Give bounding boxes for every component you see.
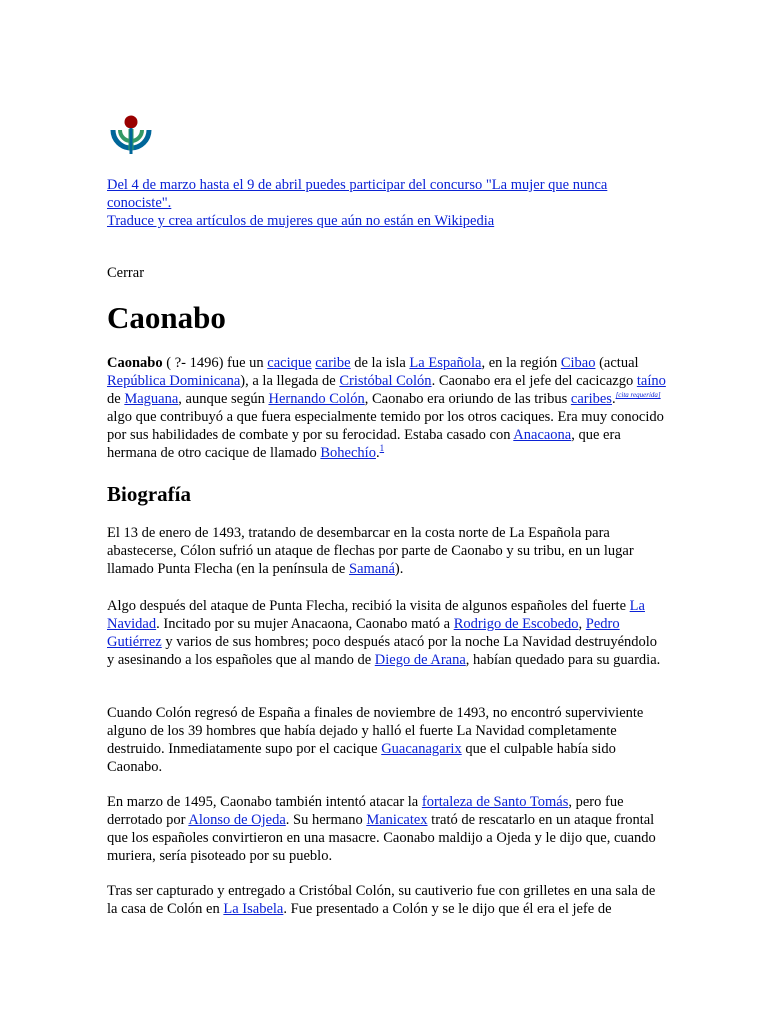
text: , Caonabo era oriundo de las tribus bbox=[364, 391, 571, 407]
link-manicatex[interactable]: Manicatex bbox=[366, 812, 428, 828]
text: de bbox=[107, 391, 125, 407]
link-diego-de-arana[interactable]: Diego de Arana bbox=[374, 652, 466, 668]
text: El 13 de enero de 1493, tratando de desembarcar en la costa norte de La Española para abastecerse, Cólon sufrió un ataque de flechas por parte de Caonabo y su tribu, en un lugar llamado Punta Flecha (en la península de bbox=[107, 525, 634, 577]
link-anacaona[interactable]: Anacaona bbox=[513, 427, 572, 443]
biography-paragraph-5 bbox=[107, 882, 667, 918]
citation-needed-link[interactable]: [cita requerida] bbox=[615, 391, 661, 399]
link-cristobal-colon[interactable]: Cristóbal Colón bbox=[339, 373, 432, 389]
banner-contest-link[interactable]: Del 4 de marzo hasta el 9 de abril puedes participar del concurso "La mujer que nunca conociste". bbox=[107, 177, 608, 211]
text: ). bbox=[394, 561, 404, 577]
link-la-navidad[interactable]: La Navidad bbox=[107, 598, 645, 632]
link-cibao[interactable]: Cibao bbox=[560, 355, 596, 371]
biography-paragraph-1 bbox=[107, 524, 667, 578]
link-la-espanola[interactable]: La Española bbox=[409, 355, 482, 371]
contest-banner bbox=[107, 176, 667, 230]
text: . bbox=[611, 391, 616, 407]
link-alonso-de-ojeda[interactable]: Alonso de Ojeda bbox=[188, 812, 286, 828]
link-guacanagarix[interactable]: Guacanagarix bbox=[381, 741, 462, 757]
wikimedia-logo-icon[interactable] bbox=[107, 108, 155, 156]
text: trató de rescatarlo en un ataque frontal que los españoles convirtieron en una masacre. Caonabo maldijo a Ojeda y le dijo que, cuando muriera, sería pisoteado por su pueblo. bbox=[107, 812, 656, 864]
reference-link[interactable]: 1 bbox=[379, 443, 385, 453]
link-fortaleza-santo-tomas[interactable]: fortaleza de Santo Tomás bbox=[421, 794, 569, 810]
text: algo que contribuyó a que fuera especialmente temido por los otros caciques. Era muy conocido por sus habilidades de combate y por su ferocidad. Estaba casado con bbox=[107, 409, 664, 443]
text: ( ?- 1496) fue un bbox=[162, 355, 268, 371]
text: , bbox=[578, 616, 586, 632]
link-caribe[interactable]: caribe bbox=[315, 355, 351, 371]
reference-marker bbox=[380, 443, 385, 453]
text: Cuando Colón regresó de España a finales de noviembre de 1493, no encontró superviviente alguno de los 39 hombres que había dejado y halló el fuerte La Navidad completamente destruido. Inmediatamente supo por el cacique bbox=[107, 705, 644, 757]
citation-needed bbox=[616, 389, 661, 399]
text: (actual bbox=[595, 355, 639, 371]
text: . Caonabo era el jefe del cacicazgo bbox=[431, 373, 637, 389]
close-banner-button[interactable]: Cerrar bbox=[107, 265, 145, 281]
link-samana[interactable]: Samaná bbox=[349, 561, 395, 577]
text: , que era hermana de otro cacique de llamado bbox=[107, 427, 621, 461]
text: , aunque según bbox=[178, 391, 269, 407]
link-hernando-colon[interactable]: Hernando Colón bbox=[268, 391, 365, 407]
link-caribes[interactable]: caribes bbox=[570, 391, 612, 407]
text: En marzo de 1495, Caonabo también intentó atacar la bbox=[107, 794, 422, 810]
page-title: Caonabo bbox=[107, 300, 226, 335]
link-republica-dominicana[interactable]: República Dominicana bbox=[107, 373, 241, 389]
text: . Su hermano bbox=[285, 812, 367, 828]
link-bohechio[interactable]: Bohechío bbox=[320, 445, 376, 461]
biography-paragraph-3 bbox=[107, 704, 667, 776]
banner-translate-link[interactable]: Traduce y crea artículos de mujeres que aún no están en Wikipedia bbox=[107, 213, 495, 229]
text: , habían quedado para su guardia. bbox=[465, 652, 661, 668]
link-pedro-gutierrez[interactable]: Pedro Gutiérrez bbox=[107, 616, 620, 650]
biography-paragraph-2 bbox=[107, 597, 667, 669]
section-heading-biografia: Biografía bbox=[107, 482, 191, 506]
text: ), a la llegada de bbox=[240, 373, 340, 389]
text: . bbox=[375, 445, 380, 461]
text: . Fue presentado a Colón y se le dijo que él era el jefe de bbox=[283, 901, 612, 917]
text: que el culpable había sido Caonabo. bbox=[107, 741, 616, 775]
link-taino[interactable]: taíno bbox=[636, 373, 666, 389]
text: Algo después del ataque de Punta Flecha, recibió la visita de algunos españoles del fuerte bbox=[107, 598, 630, 614]
link-la-isabela[interactable]: La Isabela bbox=[223, 901, 284, 917]
text: , pero fue derrotado por bbox=[107, 794, 624, 828]
text: . Incitado por su mujer Anacaona, Caonabo mató a bbox=[156, 616, 454, 632]
link-maguana[interactable]: Maguana bbox=[124, 391, 179, 407]
text: , en la región bbox=[481, 355, 561, 371]
text: y varios de sus hombres; poco después atacó por la noche La Navidad destruyéndolo y asesinando a los españoles que al mando de bbox=[107, 634, 658, 668]
text: de la isla bbox=[350, 355, 410, 371]
intro-paragraph bbox=[107, 354, 667, 462]
text: Tras ser capturado y entregado a Cristóbal Colón, su cautiverio fue con grilletes en una sala de la casa de Colón en bbox=[107, 883, 656, 917]
link-cacique[interactable]: cacique bbox=[267, 355, 312, 371]
intro-bold-title: Caonabo bbox=[107, 355, 163, 371]
biography-paragraph-4 bbox=[107, 793, 667, 865]
link-rodrigo-de-escobedo[interactable]: Rodrigo de Escobedo bbox=[453, 616, 579, 632]
